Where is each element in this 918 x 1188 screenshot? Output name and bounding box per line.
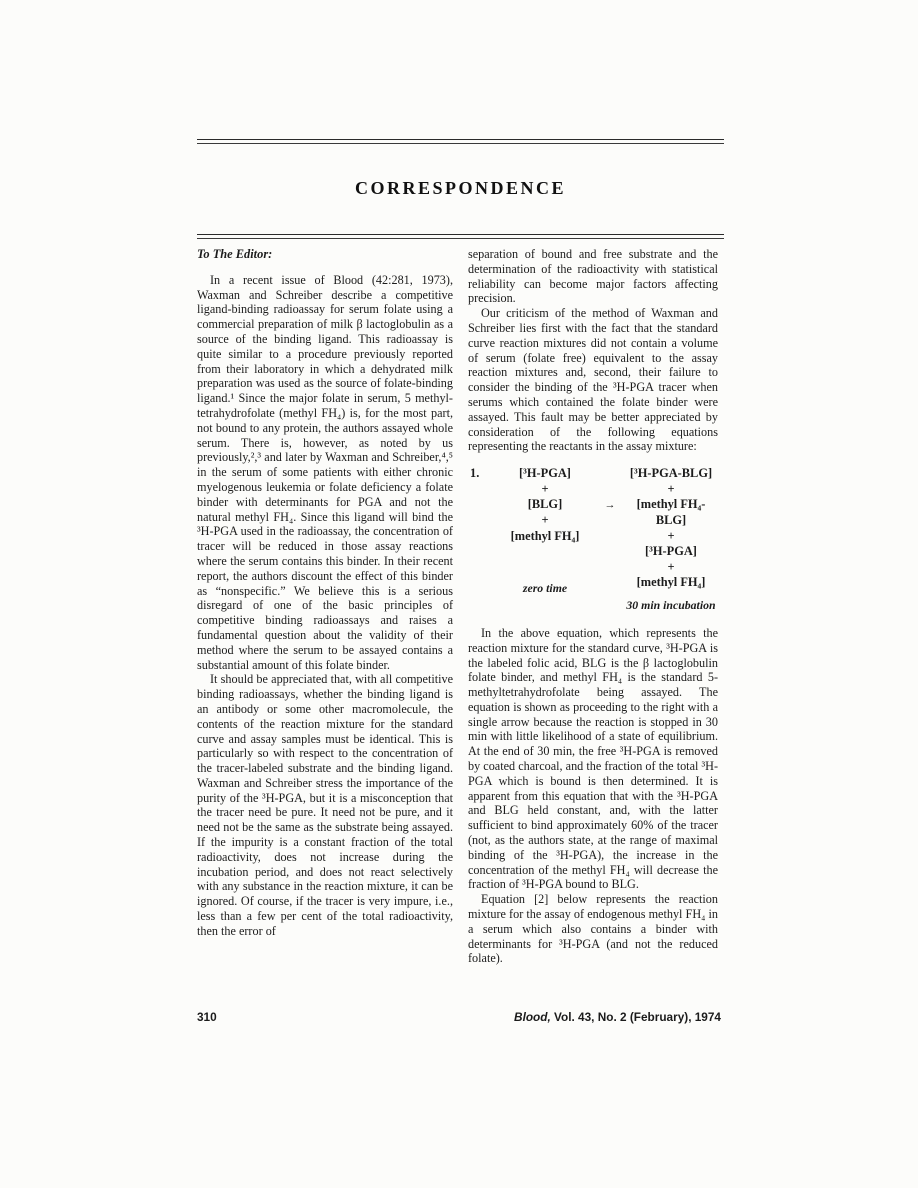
paragraph-intro: In a recent issue of Blood (42:281, 1973), Waxman and Schreiber describe a competitive ligand-binding radioassay for serum folate using a commercial preparation of milk β lactoglobulin as a source of the binding ligand. This radioassay is quite similar to a procedure previously reported from their laboratory in which a dehydrated milk preparation was used as the source of folate-binding ligand.¹ Since the major folate in serum, 5 methyl-tetrahydrofolate (methyl FH₄) is, for the most part, not bound to any protein, the authors assayed whole serum. There is, however, as noted by us previously,²,³ and later by Waxman and Schreiber,⁴,⁵ in the serum of some patients with either chronic myelogenous leukemia or folate deficiency a folate binder with determinants for PGA and not the natural methyl FH₄. Since this ligand will bind the ³H-PGA used in the radioassay, the concentration of tracer will be reduced in those assay reactions where the serum contains this binder. In their recent report, the authors discount the effect of this binder as “nonspecific.” We believe this is a serious disregard of one of the basic principles of competitive binding radioassays and raises a fundamental question about the validity of their method where the serum to be assayed contains a substantial amount of this folate binder. bbox=[197, 272, 453, 672]
paragraph-separation: separation of bound and free substrate and the determination of the radioactivity with statistical reliability can become major factors affecting precision. bbox=[468, 247, 718, 306]
page-title: CORRESPONDENCE bbox=[354, 178, 567, 198]
equation-term: [methyl FH₄] bbox=[636, 575, 706, 590]
plus-sign: + bbox=[541, 481, 549, 496]
page-footer bbox=[197, 1010, 721, 1024]
plus-sign: + bbox=[667, 481, 675, 496]
equation-number: 1. bbox=[470, 466, 480, 481]
citation-rest: Vol. 43, No. 2 (February), 1974 bbox=[550, 1010, 721, 1024]
zero-time-label: zero time bbox=[522, 581, 568, 596]
paragraph-explanation: In the above equation, which represents the reaction mixture for the standard curve, ³H-PGA is the labeled folic acid, BLG is the β lactoglobulin folate binder, and methyl FH₄ is the standard 5-methyltetrahydrofolate being assayed. The equation is shown as proceeding to the right with a single arrow because the reaction is stopped in 30 min with little likelihood of a state of equilibrium. At the end of 30 min, the free ³H-PGA is removed by coated charcoal, and the fraction of the total ³H-PGA which is bound is then determined. It is apparent from this equation that with the ³H-PGA and BLG held constant, and, with the latter sufficient to bind approximately 60% of the tracer (not, as the authors state, at the range of maximal binding of the ³H-PGA), the increase in the concentration of the methyl FH₄ will decrease the fraction of ³H-PGA bound to BLG. bbox=[468, 625, 718, 892]
right-column bbox=[468, 247, 718, 966]
equation-right-side bbox=[624, 466, 718, 612]
page-number: 310 bbox=[197, 1010, 217, 1024]
equation-term: [³H-PGA-BLG] bbox=[629, 466, 713, 481]
paragraph-appreciated: It should be appreciated that, with all competitive binding radioassays, whether the binding ligand is an antibody or some other macromolecule, the contents of the reaction mixture for the standard curve and assay samples must be identical. This is particularly so with respect to the concentration of the tracer-labeled substrate and the binding ligand. Waxman and Schreiber stress the importance of the purity of the ³H-PGA, but it is a misconception that the tracer need be pure. It need not be pure, and it need not be the same as the substrate being assayed. If the impurity is a constant fraction of the total radioactivity, does not increase during the incubation period, and does not react selectively with any substance in the reaction mixture, it can be ignored. Of course, if the tracer is very impure, i.e., less than a few per cent of the total radioactivity, then the error of bbox=[197, 672, 453, 938]
plus-sign: + bbox=[541, 512, 549, 527]
incubation-time-label: 30 min incubation bbox=[626, 597, 716, 612]
reaction-equation-1 bbox=[468, 466, 718, 612]
journal-citation bbox=[514, 1010, 721, 1024]
equation-term: [methyl FH₄-BLG] bbox=[636, 497, 706, 527]
equation-term: [³H-PGA] bbox=[519, 466, 571, 481]
equation-term: [methyl FH₄] bbox=[510, 528, 580, 543]
plus-sign: + bbox=[667, 559, 675, 574]
journal-name: Blood, bbox=[514, 1010, 551, 1024]
header-rule-bottom bbox=[197, 234, 724, 239]
equation-left-side bbox=[494, 466, 596, 612]
plus-sign: + bbox=[667, 528, 675, 543]
equation-term: [BLG] bbox=[527, 497, 563, 512]
paragraph-equation2: Equation [2] below represents the reaction mixture for the assay of endogenous methyl FH₄ in a serum which also contains a binder with determinants for ³H-PGA (and not the reduced folate). bbox=[468, 892, 718, 966]
equation-term: [³H-PGA] bbox=[645, 544, 697, 559]
paragraph-criticism: Our criticism of the method of Waxman and Schreiber lies first with the fact that the standard curve reaction mixtures did not contain a volume of serum (folate free) equivalent to the assay reaction mixtures and, second, their failure to consider the binding of the ³H-PGA tracer when serums which contained the folate binder were assayed. This fault may be better appreciated by consideration of the following equations representing the reactants in the assay mixture: bbox=[468, 306, 718, 454]
header-rule-top bbox=[197, 139, 724, 144]
left-column bbox=[197, 247, 453, 939]
salutation: To The Editor: bbox=[197, 247, 273, 261]
reaction-arrow-icon: → bbox=[604, 499, 616, 512]
